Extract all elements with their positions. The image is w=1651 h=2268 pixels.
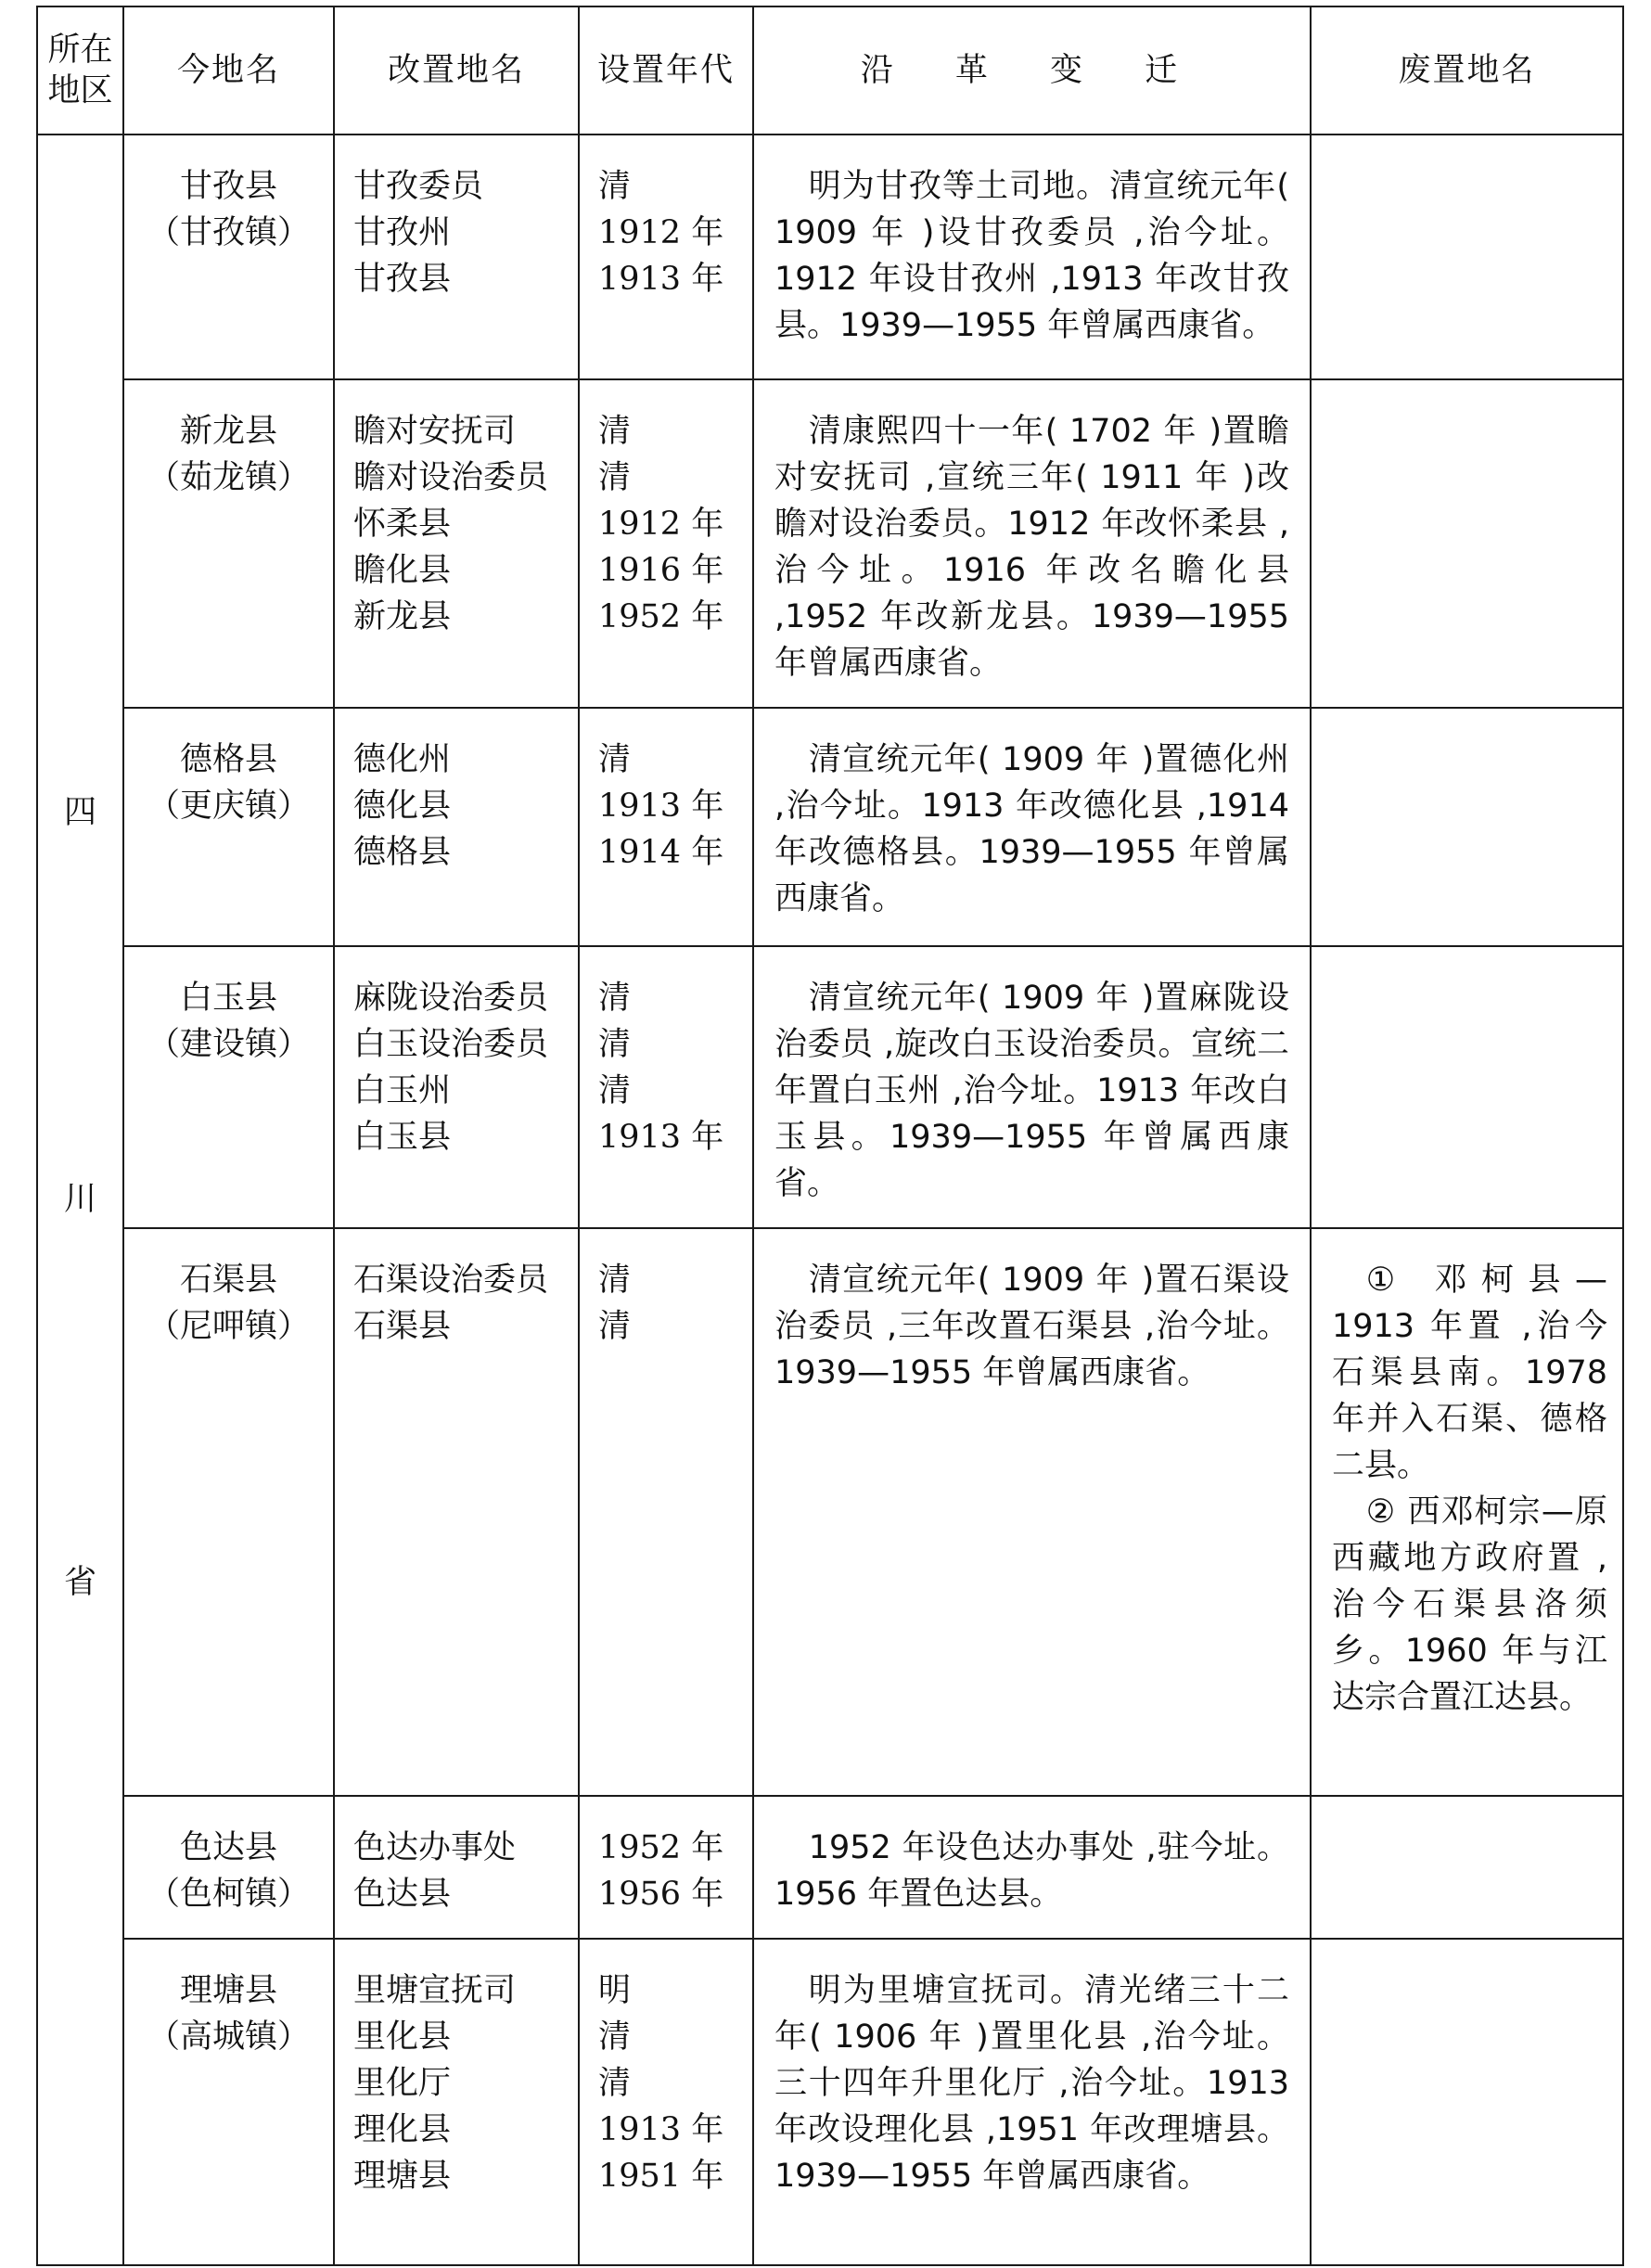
- former-names-cell: [334, 1939, 579, 2265]
- county-name-line: （更庆镇）: [147, 788, 310, 825]
- county-cell: [123, 1796, 334, 1939]
- year-entry: 1952 年: [598, 1829, 724, 1866]
- former-name: 里化厅: [353, 2065, 452, 2102]
- county-name-line: 理塘县: [179, 1972, 277, 2009]
- year-entry: 清: [598, 1308, 632, 1345]
- history-text: 清宣统元年( 1909 年 )置石渠设治委员 ,三年改置石渠县 ,治今址。1939—1955 年曾属西康省。: [774, 1262, 1289, 1391]
- years-cell: [579, 135, 753, 379]
- former-name: 甘孜县: [353, 261, 452, 298]
- former-names-cell: [334, 708, 579, 946]
- former-name: 甘孜委员: [353, 168, 484, 205]
- county-name-line: （茹龙镇）: [147, 459, 310, 496]
- history-cell: [753, 946, 1311, 1228]
- county-name-line: （色柯镇）: [147, 1876, 310, 1913]
- county-cell: [123, 135, 334, 379]
- header-row: [37, 6, 1623, 135]
- abolished-cell: [1311, 1796, 1623, 1939]
- year-entry: 1913 年: [598, 788, 724, 825]
- year-entry: 1913 年: [598, 1119, 724, 1156]
- former-name: 白玉县: [353, 1119, 452, 1156]
- region-char: 四: [63, 794, 96, 831]
- history-cell: [753, 135, 1311, 379]
- former-names-cell: [334, 1796, 579, 1939]
- former-name: 瞻化县: [353, 552, 452, 589]
- header-county: 今地名: [123, 6, 334, 135]
- former-name: 理化县: [353, 2111, 452, 2148]
- former-names-cell: [334, 135, 579, 379]
- history-cell: [753, 1939, 1311, 2265]
- year-entry: 1912 年: [598, 506, 724, 543]
- year-entry: 清: [598, 1026, 632, 1063]
- county-cell: [123, 708, 334, 946]
- former-name: 瞻对安抚司: [353, 413, 517, 450]
- abolished-cell: [1311, 1228, 1623, 1796]
- header-abolished: 废置地名: [1311, 6, 1623, 135]
- header-years: 设置年代: [579, 6, 753, 135]
- county-cell: [123, 1939, 334, 2265]
- former-name: 新龙县: [353, 598, 452, 635]
- table-row: [37, 708, 1623, 946]
- former-name: 麻陇设治委员: [353, 980, 549, 1017]
- former-names-cell: [334, 946, 579, 1228]
- former-names-cell: [334, 379, 579, 708]
- county-name-line: （建设镇）: [147, 1026, 310, 1063]
- history-text: 明为甘孜等土司地。清宣统元年( 1909 年 )设甘孜委员 ,治今址。1912 年设甘孜州 ,1913 年改甘孜县。1939—1955 年曾属西康省。: [774, 168, 1289, 344]
- years-cell: [579, 379, 753, 708]
- abolished-entry: ① 邓柯县—1913 年置 ,治今石渠县南。1978 年并入石渠、德格二县。: [1332, 1262, 1607, 1484]
- year-entry: 清: [598, 1262, 632, 1299]
- year-entry: 清: [598, 2065, 632, 2102]
- year-entry: 1912 年: [598, 214, 724, 251]
- former-names-cell: [334, 1228, 579, 1796]
- year-entry: 清: [598, 980, 632, 1017]
- history-text: 1952 年设色达办事处 ,驻今址。1956 年置色达县。: [774, 1829, 1289, 1913]
- abolished-cell: [1311, 708, 1623, 946]
- years-cell: [579, 1939, 753, 2265]
- former-name: 德化州: [353, 741, 452, 778]
- county-name-line: （甘孜镇）: [147, 214, 310, 251]
- former-name: 瞻对设治委员: [353, 459, 549, 496]
- table-row: [37, 135, 1623, 379]
- year-entry: 清: [598, 168, 632, 205]
- history-cell: [753, 1796, 1311, 1939]
- former-name: 里塘宣抚司: [353, 1972, 517, 2009]
- county-cell: [123, 946, 334, 1228]
- years-cell: [579, 708, 753, 946]
- header-changed-name: 改置地名: [334, 6, 579, 135]
- history-cell: [753, 1228, 1311, 1796]
- history-text: 明为里塘宣抚司。清光绪三十二年( 1906 年 )置里化县 ,治今址。三十四年升里化厅 ,治今址。1913 年改设理化县 ,1951 年改理塘县。1939—1955 年曾属西康省。: [774, 1972, 1289, 2195]
- county-name-line: 德格县: [179, 741, 277, 778]
- header-history: 沿 革 变 迁: [753, 6, 1311, 135]
- year-entry: 清: [598, 1072, 632, 1109]
- history-text: 清宣统元年( 1909 年 )置德化州 ,治今址。1913 年改德化县 ,1914 年改德格县。1939—1955 年曾属西康省。: [774, 741, 1289, 917]
- year-entry: 1913 年: [598, 2111, 724, 2148]
- abolished-cell: [1311, 946, 1623, 1228]
- year-entry: 1956 年: [598, 1876, 724, 1913]
- former-name: 里化县: [353, 2018, 452, 2056]
- former-name: 甘孜州: [353, 214, 452, 251]
- former-name: 白玉州: [353, 1072, 452, 1109]
- year-entry: 1951 年: [598, 2158, 724, 2195]
- year-entry: 清: [598, 459, 632, 496]
- former-name: 理塘县: [353, 2158, 452, 2195]
- table-row: [37, 946, 1623, 1228]
- years-cell: [579, 1796, 753, 1939]
- header-region: 所在 地区: [37, 6, 123, 135]
- county-name-line: 甘孜县: [179, 168, 277, 205]
- region-char: 川: [63, 1181, 96, 1218]
- year-entry: 明: [598, 1972, 632, 2009]
- county-name-line: 石渠县: [179, 1262, 277, 1299]
- table-row: [37, 1228, 1623, 1796]
- years-cell: [579, 1228, 753, 1796]
- table-row: [37, 379, 1623, 708]
- county-name-line: 白玉县: [179, 980, 277, 1017]
- county-name-line: 新龙县: [179, 413, 277, 450]
- region-cell: [37, 135, 123, 2265]
- gazetteer-table: [36, 6, 1624, 2266]
- former-name: 德格县: [353, 834, 452, 871]
- abolished-cell: [1311, 135, 1623, 379]
- table-row: [37, 1939, 1623, 2265]
- former-name: 石渠县: [353, 1308, 452, 1345]
- former-name: 白玉设治委员: [353, 1026, 549, 1063]
- year-entry: 1916 年: [598, 552, 724, 589]
- county-name-line: （高城镇）: [147, 2018, 310, 2056]
- former-name: 德化县: [353, 788, 452, 825]
- region-char: 省: [63, 1564, 96, 1601]
- county-name-line: （尼呷镇）: [147, 1308, 310, 1345]
- years-cell: [579, 946, 753, 1228]
- year-entry: 1952 年: [598, 598, 724, 635]
- county-cell: [123, 379, 334, 708]
- history-cell: [753, 708, 1311, 946]
- abolished-cell: [1311, 1939, 1623, 2265]
- year-entry: 清: [598, 413, 632, 450]
- former-name: 色达办事处: [353, 1829, 517, 1866]
- former-name: 怀柔县: [353, 506, 452, 543]
- county-cell: [123, 1228, 334, 1796]
- table-body: [37, 135, 1623, 2265]
- year-entry: 清: [598, 2018, 632, 2056]
- abolished-entry: ② 西邓柯宗—原西藏地方政府置 ,治今石渠县洛须乡。1960 年与江达宗合置江达县。: [1332, 1493, 1607, 1716]
- former-name: 石渠设治委员: [353, 1262, 549, 1299]
- former-name: 色达县: [353, 1876, 452, 1913]
- history-text: 清康熙四十一年( 1702 年 )置瞻对安抚司 ,宣统三年( 1911 年 )改瞻对设治委员。1912 年改怀柔县 ,治今址。1916 年改名瞻化县 ,1952 年改新龙县。1939—1955 年曾属西康省。: [774, 413, 1289, 682]
- abolished-cell: [1311, 379, 1623, 708]
- history-cell: [753, 379, 1311, 708]
- year-entry: 清: [598, 741, 632, 778]
- year-entry: 1914 年: [598, 834, 724, 871]
- county-name-line: 色达县: [179, 1829, 277, 1866]
- year-entry: 1913 年: [598, 261, 724, 298]
- history-text: 清宣统元年( 1909 年 )置麻陇设治委员 ,旋改白玉设治委员。宣统二年置白玉州 ,治今址。1913 年改白玉县。1939—1955 年曾属西康省。: [774, 980, 1289, 1202]
- table-row: [37, 1796, 1623, 1939]
